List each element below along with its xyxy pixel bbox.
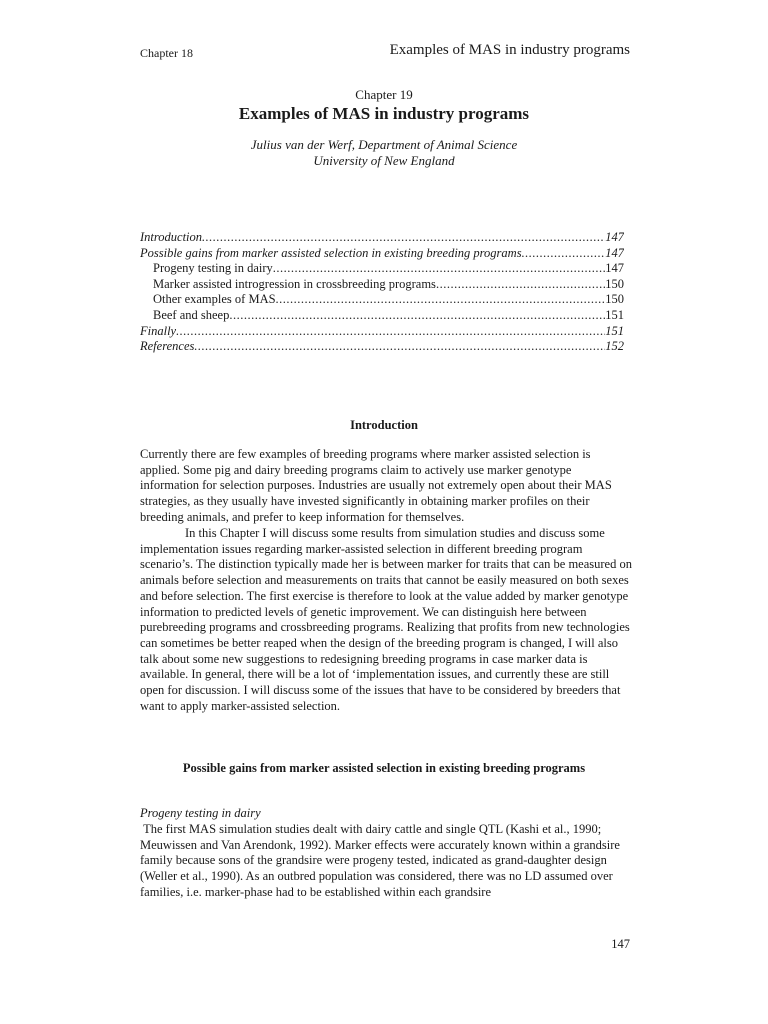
running-header-title: Examples of MAS in industry programs [389,42,630,58]
toc-entry[interactable] [140,324,624,340]
toc-entry-title: Beef and sheep [153,307,230,322]
running-header-chapter: Chapter 18 [140,46,193,60]
subsection-heading-progeny-testing: Progeny testing in dairy [140,806,261,820]
toc-dot-leader [229,308,605,323]
toc-entry-title: Introduction [140,230,203,244]
toc-entry-title: Progeny testing in dairy [153,261,273,276]
toc-dot-leader [273,261,605,276]
author-block [0,137,768,169]
toc-dot-leader [176,324,605,339]
table-of-contents [140,230,624,355]
toc-entry[interactable] [140,308,624,324]
toc-dot-leader [276,292,606,307]
toc-entry-title: Marker assisted introgression in crossbreeding programs [153,276,436,291]
toc-entry-title: Possible gains from marker assisted selection in existing breeding programs [140,245,522,260]
toc-entry[interactable] [140,277,624,293]
toc-entry-page: 151 [605,307,624,322]
author-affiliation: Julius van der Werf, Department of Animal Science [250,137,518,152]
toc-entry-title: References [140,339,195,354]
section-heading-introduction: Introduction [350,418,418,432]
toc-entry[interactable] [140,261,624,277]
toc-dot-leader [194,339,605,354]
progeny-testing-paragraph: The first MAS simulation studies dealt with dairy cattle and single QTL (Kashi et al., 1990; Meuwissen and Van Arendonk, 1992). Marker effects were accurately known within a grandsire family because sons of the grandsire were progeny tested, indicated as grand-daughter design (Weller et al., 1990). As an outbred population was considered, there was no LD assumed over families, i.e. marker-phase had to be established within each grandsire [140,822,624,899]
toc-dot-leader [436,277,605,292]
toc-entry-page: 147 [605,261,624,276]
toc-entry-page: 150 [605,276,624,291]
toc-entry-page: 151 [605,323,624,338]
introduction-paragraph-1: Currently there are few examples of breeding programs where marker assisted selection is applied. Some pig and dairy breeding programs claim to actively use marker genotype information for selection purposes. Industries are usually not extremely open about their MAS strategies, as they usually have invested significantly in obtaining marker profiles on their breeding animals, and prefer to keep information for themselves. [140,447,612,524]
toc-entry-page: 150 [605,292,624,307]
toc-dot-leader [202,230,605,245]
page-number: 147 [611,937,630,951]
toc-dot-leader [522,246,606,261]
toc-entry-title: Other examples of MAS [153,292,276,307]
toc-entry-title: Finally [140,323,177,338]
toc-entry-page: 147 [605,245,624,260]
toc-entry[interactable] [140,339,624,355]
toc-entry-page: 152 [605,339,624,354]
toc-entry[interactable] [140,246,624,262]
chapter-title: Examples of MAS in industry programs [238,104,530,123]
toc-entry[interactable] [140,292,624,308]
chapter-label: Chapter 19 [355,87,413,102]
section-heading-possible-gains: Possible gains from marker assisted selection in existing breeding programs [182,761,586,775]
introduction-paragraph-2: In this Chapter I will discuss some results from simulation studies and discuss some implementation issues regarding marker-assisted selection in different breeding program scenario’s. The distinction typically made her is between marker for traits that can be measured on animals before selection and measurements on traits that cannot be easily measured on both sexes and before selection. The first exercise is therefore to look at the value added by marker genotype information to predicted levels of genetic improvement. We can distinguish here between purebreeding programs and crossbreeding programs. Realizing that profits from new technologies can sometimes be better reaped when the design of the breeding program is changed, I will also talk about some new suggestions to redesigning breeding programs in case marker data is available. In general, there will be a lot of ‘implementation issues, and currently these are still open for discussion. I will discuss some of the issues that have to be considered by breeders that want to apply marker-assisted selection. [140,526,632,713]
toc-entry-page: 147 [605,230,624,244]
author-university: University of New England [313,153,455,168]
toc-entry[interactable] [140,230,624,246]
